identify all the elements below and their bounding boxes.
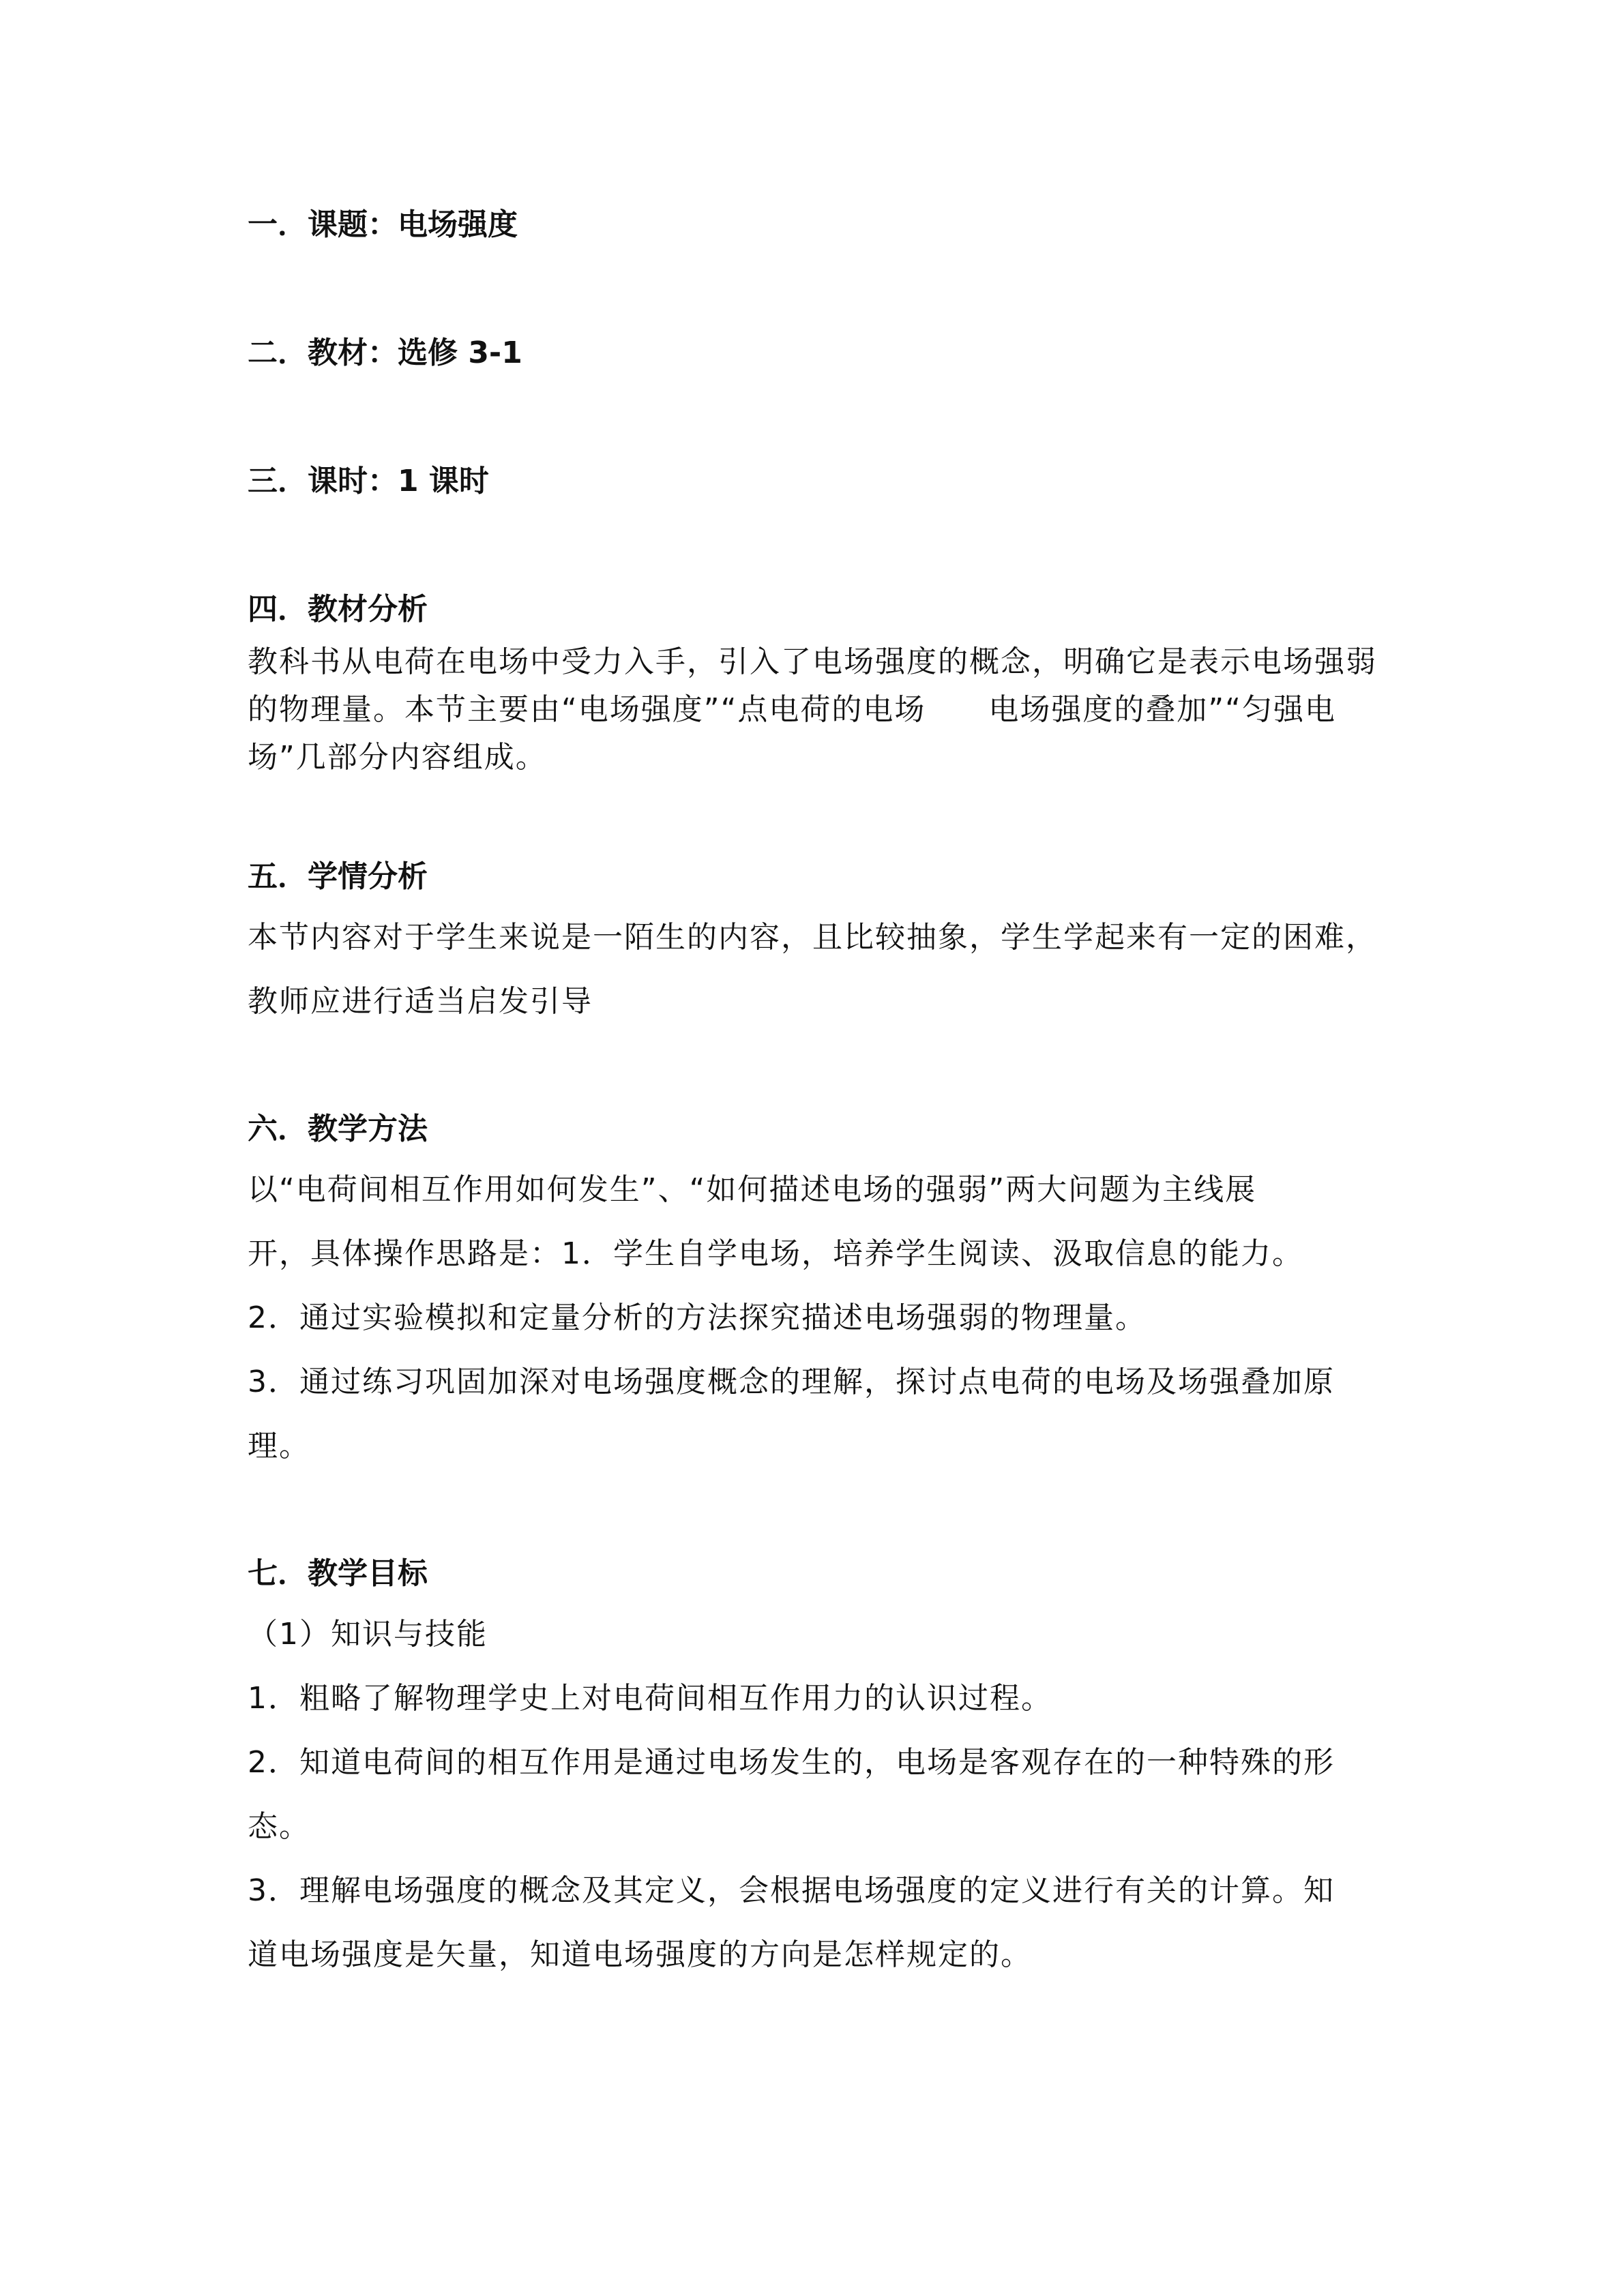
section-topic: 一．课题：电场强度 — [248, 207, 518, 242]
methods-line: 3．通过练习巩固加深对电场强度概念的理解，探讨点电荷的电场及场强叠加原 — [248, 1365, 1335, 1399]
methods-line: 理。 — [248, 1429, 310, 1463]
section-students-body: 本节内容对于学生来说是一陌生的内容，且比较抽象，学生学起来有一定的困难，教师应进行适当启发引导 — [248, 920, 1377, 1019]
lesson-plan-content — [248, 205, 1400, 1987]
methods-line: 2．通过实验模拟和定量分析的方法探究描述电场强弱的物理量。 — [248, 1300, 1147, 1335]
goals-line: （1）知识与技能 — [248, 1617, 488, 1652]
goals-line: 2．知道电荷间的相互作用是通过电场发生的，电场是客观存在的一种特殊的形 — [248, 1745, 1335, 1780]
section-hours: 三．课时：1 课时 — [248, 464, 489, 498]
section-goals-title: 七．教学目标 — [248, 1556, 428, 1591]
section-textbook: 二．教材：选修 3-1 — [248, 336, 522, 370]
goals-line: 3．理解电场强度的概念及其定义，会根据电场强度的定义进行有关的计算。知 — [248, 1873, 1335, 1908]
goals-line: 道电场强度是矢量，知道电场强度的方向是怎样规定的。 — [248, 1937, 1032, 1972]
goals-line: 态。 — [248, 1809, 310, 1844]
section-students-title: 五．学情分析 — [248, 859, 428, 894]
section-methods-title: 六．教学方法 — [248, 1112, 428, 1146]
section-analysis-body: 教科书从电荷在电场中受力入手，引入了电场强度的概念，明确它是表示电场强弱的物理量。本节主要由“电场强度”“点电荷的电场 电场强度的叠加”“匀强电场”几部分内容组成。 — [248, 644, 1377, 775]
methods-line: 开，具体操作思路是：1．学生自学电场，培养学生阅读、汲取信息的能力。 — [248, 1236, 1303, 1271]
goals-line: 1．粗略了解物理学史上对电荷间相互作用力的认识过程。 — [248, 1681, 1052, 1716]
section-analysis-title: 四．教材分析 — [248, 592, 428, 627]
methods-line: 以“电荷间相互作用如何发生”、“如何描述电场的强弱”两大问题为主线展 — [248, 1172, 1257, 1207]
